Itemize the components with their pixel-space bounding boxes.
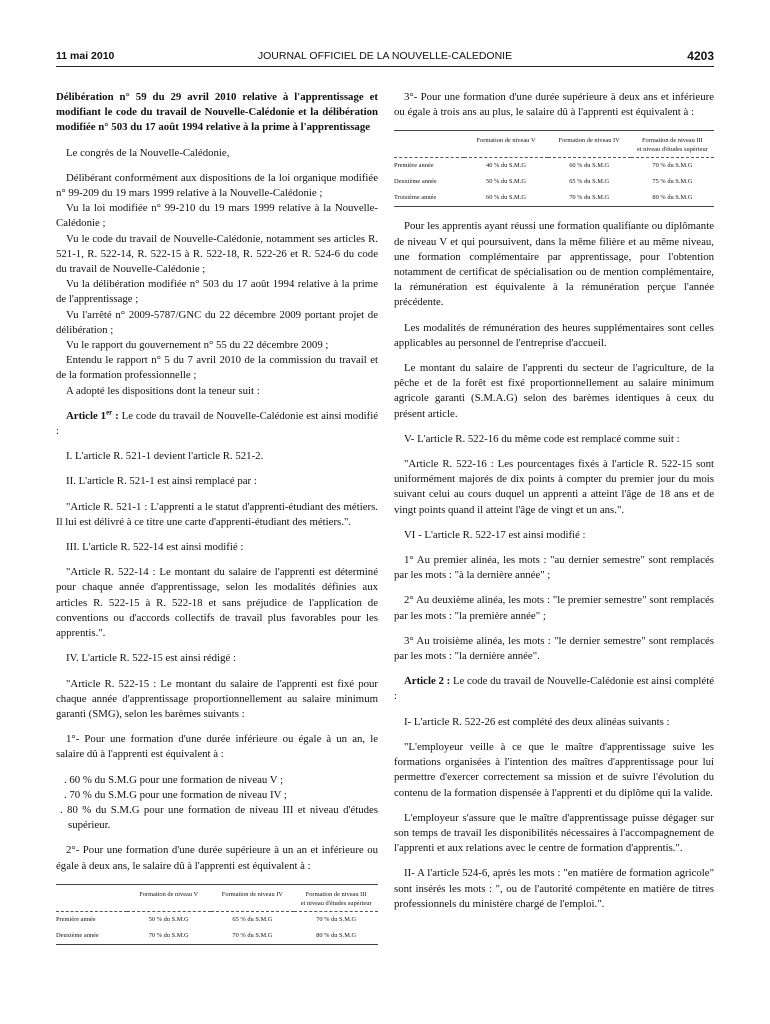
quote-employeur-1: "L'employeur veille à ce que le maître d'apprentissage suive les formations organisées à l'intention des maîtres d'apprentissage pour lui permettre d'exercer correctement sa mission et de suivre l'évolution du contenu de la formation dispensée à l'apprenti et du diplôme qui la valide. (394, 740, 714, 799)
paragraph-agriculture: Le montant du salaire de l'apprenti du secteur de l'agriculture, de la pêche et de la forêt est fixé proportionnellement au salaire minimum agricole garanti (S.M.A.G) selon des barèmes identiques à ceux du présent article. (394, 362, 714, 420)
article-1-label: Article 1er : (66, 408, 119, 422)
list-item: . 80 % du S.M.G pour une formation de niveau III et niveau d'études supérieur. (60, 803, 378, 832)
journal-name: JOURNAL OFFICIEL DE LA NOUVELLE-CALEDONIE (257, 50, 513, 62)
list-item: . 70 % du S.M.G pour une formation de niveau IV ; (64, 788, 287, 801)
section-IV: IV. L'article R. 522-15 est ainsi rédigé : (66, 652, 236, 665)
table-row: Première année 50 % du S.M.G 65 % du S.M.G 70 % du S.M.G (56, 915, 357, 923)
right-column (394, 90, 714, 922)
article-2: Article 2 : Le code du travail de Nouvelle-Calédonie est ainsi complété : (394, 675, 714, 703)
congress-intro: Le congrès de la Nouvelle-Calédonie, (66, 146, 230, 159)
section-VI-1: 1° Au premier alinéa, les mots : "au dernier semestre" sont remplacés par les mots : "à la dernière année" ; (394, 554, 714, 582)
section-III: III. L'article R. 522-14 est ainsi modifié : (66, 541, 244, 554)
point-3: 3°- Pour une formation d'une durée supérieure à deux ans et inférieure ou égale à trois ans au plus, le salaire dû à l'apprenti est équivalent à : (394, 91, 714, 119)
article-2-section-I: I- L'article R. 522-26 est complété des deux alinéas suivants : (404, 715, 670, 728)
column-header: Formation de niveau IV (548, 131, 631, 158)
table-header-row (56, 884, 378, 911)
table-header-row (394, 131, 714, 158)
section-I: I. L'article R. 521-1 devient l'article R. 521-2. (66, 450, 264, 463)
table-row: Deuxième année 70 % du S.M.G 70 % du S.M.G 80 % du S.M.G (56, 928, 378, 945)
salary-table-3 (394, 130, 714, 207)
considerant: Vu le rapport du gouvernement n° 55 du 22 décembre 2009 ; (66, 339, 329, 352)
section-V: V- L'article R. 522-16 du même code est remplacé comme suit : (404, 432, 680, 445)
considerant: Vu l'arrêté n° 2009-5787/GNC du 22 décembre 2009 portant projet de délibération ; (56, 308, 378, 336)
section-VI-3: 3° Au troisième alinéa, les mots : "le dernier semestre" sont remplacés par les mots : "la dernière année". (394, 634, 714, 663)
quote-r522-15: "Article R. 522-15 : Le montant du salaire de l'apprenti est fixé pour chaque année d'apprentissage proportionnellement au salaire minimum garanti (SMG), selon les barèmes suivants : (56, 677, 378, 720)
considerant: Délibérant conformément aux dispositions de la loi organique modifiée n° 99-209 du 19 mars 1999 relative à la Nouvelle-Calédonie ; (56, 171, 378, 200)
table-row: Deuxième année 50 % du S.M.G 65 % du S.M.G 75 % du S.M.G (394, 178, 693, 186)
column-header: Formation de niveau IV (211, 884, 295, 911)
quote-r522-16: "Article R. 522-16 : Les pourcentages fixés à l'article R. 522-15 sont uniformément majorés de dix points à compter du premier jour du mois suivant celui au cours duquel un apprenti a atteint l'âge de 18 ans et de vingt points quand il atteint l'âge de vingt et un ans.". (394, 458, 714, 516)
salary-list (56, 773, 378, 834)
page-header (56, 50, 714, 64)
column-header: Formation de niveau III et niveau d'études supérieur (631, 131, 714, 158)
section-VI: VI - L'article R. 522-17 est ainsi modifié : (404, 528, 586, 541)
point-2: 2°- Pour une formation d'une durée supérieure à un an et inférieure ou égale à deux ans, le salaire dû à l'apprenti est équivalent à : (56, 844, 378, 872)
header-rule (56, 66, 714, 67)
quote-r522-14: "Article R. 522-14 : Le montant du salaire de l'apprenti est déterminé pour chaque année d'apprentissage, selon les modalités définies aux articles R. 522-15 à R. 522-18 et sans préjudice de l'application de conventions ou d'accords collectifs de travail plus favorables pour les apprentis.". (56, 566, 378, 640)
quote-employeur-2: L'employeur s'assure que le maître d'apprentissage puisse dégager sur son temps de travail les disponibilités nécessaires à l'accompagnement de l'apprenti et aux relations avec le centre de formation d'apprentis.". (394, 811, 714, 855)
considerant: Vu la délibération modifiée n° 503 du 17 août 1994 relative à la prime de l'apprentissage ; (56, 278, 378, 306)
article-1: Article 1er : Le code du travail de Nouvelle-Calédonie est ainsi modifié : (56, 408, 378, 438)
considerant: A adopté les dispositions dont la teneur suit : (66, 384, 260, 397)
issue-date: 11 mai 2010 (56, 50, 115, 62)
table-row: Première année 40 % du S.M.G 60 % du S.M.G 70 % du S.M.G (394, 162, 693, 170)
column-header: Formation de niveau III et niveau d'études supérieur (294, 884, 378, 911)
paragraph-reussi: Pour les apprentis ayant réussi une formation qualifiante ou diplômante de niveau V et qui poursuivent, dans la même filière et au même niveau, une formation complémentaire par apprentissage, pour l'obtention notamment de certificat de spécialisation ou de mention complémentaire, la rémunération est équivalente à la rémunération perçue l'année précédente. (394, 220, 714, 309)
article-2-label: Article 2 : (404, 675, 451, 688)
quote-r521-1: "Article R. 521-1 : L'apprenti a le statut d'apprenti-étudiant des métiers. Il lui est délivré à ce titre une carte d'apprenti-étudiant des métiers.". (56, 500, 378, 528)
paragraph-heures-sup: Les modalités de rémunération des heures supplémentaires sont celles applicables au personnel de l'entreprise d'accueil. (394, 321, 714, 349)
deliberation-title: Délibération n° 59 du 29 avril 2010 relative à l'apprentissage et modifiant le code du travail de Nouvelle-Calédonie et la délibération modifiée n° 503 du 17 août 1994 relative à la prime à l'apprentissage (56, 91, 378, 134)
table-row: Troisième année 60 % du S.M.G 70 % du S.M.G 80 % du S.M.G (394, 190, 714, 207)
left-column (56, 90, 378, 957)
point-1: 1°- Pour une formation d'une durée inférieure ou égale à un an, le salaire dû à l'apprenti est équivalent à : (56, 733, 378, 761)
section-VI-2: 2° Au deuxième alinéa, les mots : "le premier semestre" sont remplacés par les mots : "la première année" ; (394, 594, 714, 622)
column-header: Formation de niveau V (464, 131, 547, 158)
article-2-section-II: II- A l'article 524-6, après les mots : "en matière de formation agricole" sont insérés les mots : ", ou de l'autorité compétente en matière de titres professionnels du ministère chargé de l'emploi.". (394, 867, 714, 910)
page-number: 4203 (687, 49, 714, 63)
considerant: Entendu le rapport n° 5 du 7 avril 2010 de la commission du travail et de la formation professionnelle ; (56, 354, 378, 382)
column-header: Formation de niveau V (127, 884, 211, 911)
list-item: . 60 % du S.M.G pour une formation de niveau V ; (64, 773, 284, 786)
considerant: Vu la loi modifiée n° 99-210 du 19 mars 1999 relative à la Nouvelle-Calédonie ; (56, 202, 378, 230)
considerant: Vu le code du travail de Nouvelle-Calédonie, notamment ses articles R. 521-1, R. 522-14, R. 522-15 à R. 522-18, R. 522-26 et R. 524-6 du code du travail de Nouvelle-Calédonie ; (56, 232, 378, 276)
salary-table-2 (56, 884, 378, 945)
section-II: II. L'article R. 521-1 est ainsi remplacé par : (66, 475, 257, 488)
